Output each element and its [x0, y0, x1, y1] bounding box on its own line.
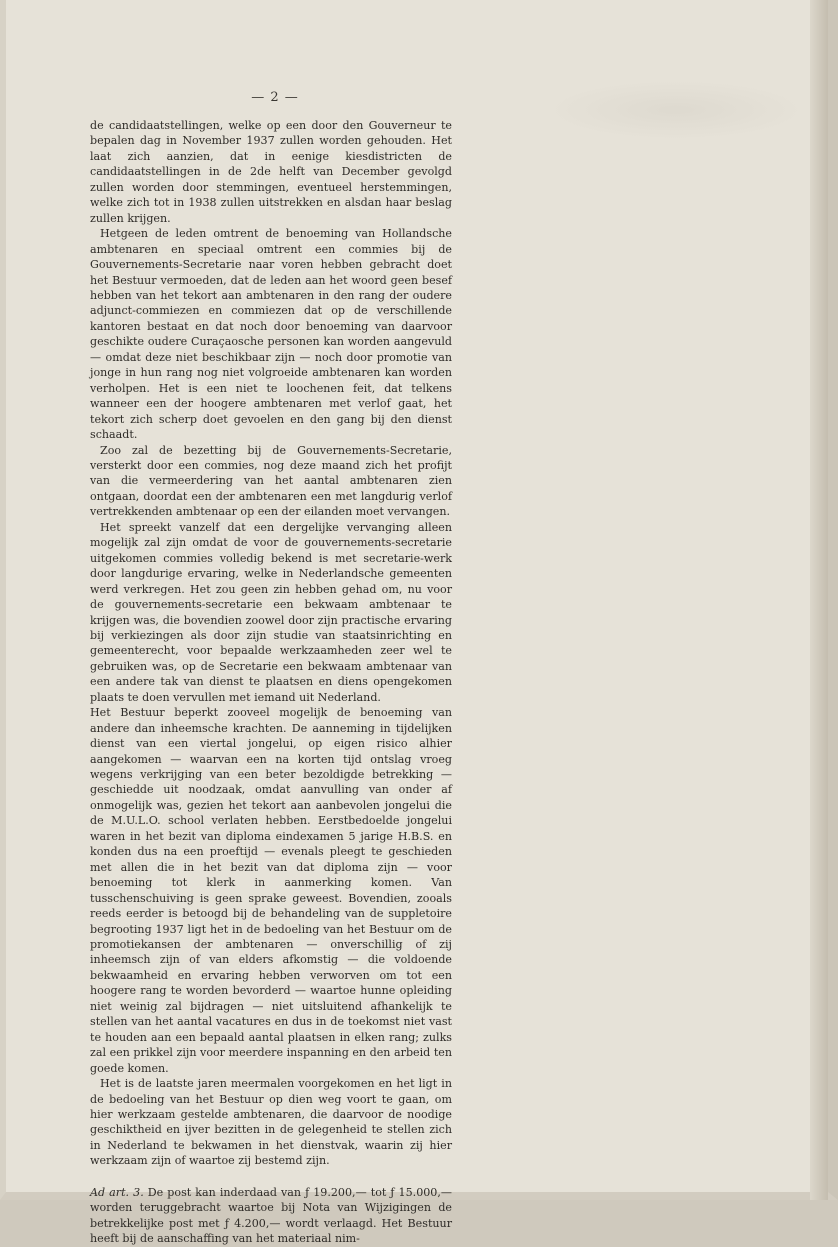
- paragraph-5: Het Bestuur beperkt zooveel mogelijk de benoeming van andere dan inheemsche krachten. De aanneming in tijdelijken dienst van een viertal jongelui, op eigen risico alhier aangekomen — waarvan een na korten tijd ontslag vroeg wegens verkrijging van een beter bezoldigde betrekking — geschiedde uit noodzaak, omdat aanvulling van onder af onmogelijk was, gezien het tekort aan aanbevolen jongelui die de M.U.L.O. school verlaten hebben. Eerstbedoelde jongelui waren in het bezit van diploma eindexamen 5 jarige H.B.S. en konden dus na een proeftijd — evenals pleegt te geschieden met allen die in het bezit van dat diploma zijn — voor benoeming tot klerk in aanmerking komen. Van tusschenschuiving is geen sprake geweest. Bovendien, zooals reeds eerder is betoogd bij de behandeling van de suppletoire begrooting 1937 ligt het in de bedoeling van het Bestuur om de promotiekansen der ambtenaren — onverschillig of zij inheemsch zijn of van elders afkomstig — die voldoende bekwaamheid en ervaring hebben verworven om tot een hoogere rang te worden bevorderd — waartoe hunne opleiding niet weinig zal bijdragen — niet uitsluitend afhankelijk te stellen van het aantal vacatures en dus in de toekomst niet vast te houden aan een bepaald aantal plaatsen in elken rang; zulks zal een prikkel zijn voor meerdere inspanning en den arbeid ten goede komen.: [90, 706, 452, 1075]
- paper-edge: [810, 0, 828, 1200]
- paragraph-3: Zoo zal de bezetting bij de Gouvernements-Secretarie, versterkt door een commies, nog deze maand zich het profijt van die vermeerdering van het aantal ambtenaren zien ontgaan, doordat een der ambtenaren een met langdurig verlof vertrekkenden ambtenaar op een der eilanden moet vervangen.: [90, 443, 452, 519]
- paragraph-1: de candidaatstellingen, welke op een door den Gouverneur te bepalen dag in November 1937 zullen worden gehouden. Het laat zich aanzien, dat in eenige kiesdistricten de candidaatstellingen in de 2de helft van December gevolgd zullen worden door stemmingen, eventueel herstemmingen, welke zich tot in 1938 zullen uitstrekken en alsdan haar beslag zullen krijgen.: [90, 119, 452, 225]
- ad-article-label: Ad art. 3.: [90, 1185, 144, 1199]
- ad-article-text: De post kan inderdaad van ƒ 19.200,— tot ƒ 15.000,— worden teruggebracht waartoe bij Nota van Wijzigingen de betrekkelijke post met ƒ 4.200,— wordt verlaagd. Het Bestuur heeft bij de aanschaffing van het materiaal nim-: [90, 1185, 452, 1246]
- body-text: [90, 118, 452, 1247]
- ink-bleed-through: [546, 80, 806, 140]
- page-number: — 2 —: [251, 90, 299, 105]
- paragraph-6: Het is de laatste jaren meermalen voorgekomen en het ligt in de bedoeling van het Bestuur op dien weg voort te gaan, om hier werkzaam gestelde ambtenaren, die daarvoor de noodige geschiktheid en ijver bezitten in de gelegenheid te stellen zich in Nederland te bekwamen in het dienstvak, waarin zij hier werkzaam zijn of waartoe zij bestemd zijn.: [90, 1077, 452, 1168]
- paragraph-2: Hetgeen de leden omtrent de benoeming van Hollandsche ambtenaren en speciaal omtrent een commies bij de Gouvernements-Secretarie naar voren hebben gebracht doet het Bestuur vermoeden, dat de leden aan het woord geen besef hebben van het tekort aan ambtenaren in den rang der oudere adjunct-commiezen en commiezen dat op de verschillende kantoren bestaat en dat noch door benoeming van daarvoor geschikte oudere Curaçaosche personen kan worden aangevuld — omdat deze niet beschikbaar zijn — noch door promotie van jonge in hun rang nog niet volgroeide ambtenaren kan worden verholpen. Het is een niet te loochenen feit, dat telkens wanneer een der hoogere ambtenaren met verlof gaat, het tekort zich scherp doet gevoelen en den gang bij den dienst schaadt.: [90, 227, 452, 442]
- paragraph-4: Het spreekt vanzelf dat een dergelijke vervanging alleen mogelijk zal zijn omdat de voor de gouvernements-secretarie uitgekomen commies volledig bekend is met secretarie-werk door langdurige ervaring, welke in Nederlandsche gemeenten werd verkregen. Het zou geen zin hebben gehad om, nu voor de gouvernements-secretarie een bekwaam ambtenaar te krijgen was, die bovendien zoowel door zijn practische ervaring bij verkiezingen als door zijn studie van staatsinrichting en gemeenterecht, voor bepaalde werkzaamheden zeer wel te gebruiken was, op de Secretarie een bekwaam ambtenaar van een andere tak van dienst te plaatsen en diens opengekomen plaats te doen vervullen met iemand uit Nederland.: [90, 520, 452, 704]
- ad-article-paragraph: [90, 1185, 452, 1247]
